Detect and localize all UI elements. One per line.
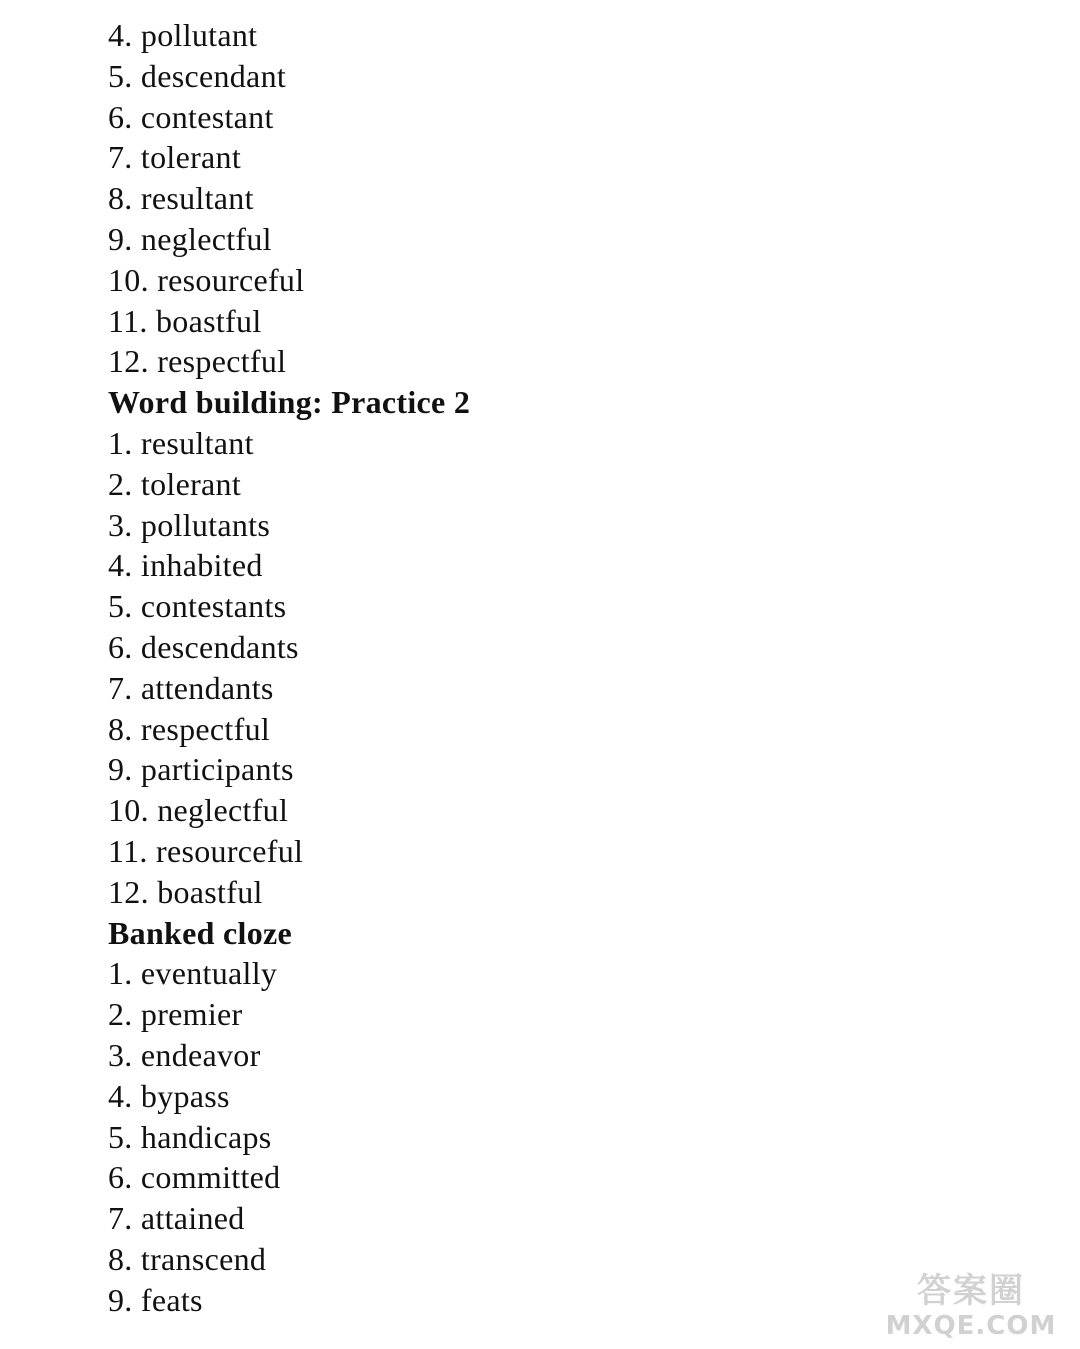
list-item: 1. resultant [108,424,254,461]
list-item: 11. boastful [108,302,262,339]
watermark-title: 答案圈 [917,1271,1025,1311]
list-item: 4. bypass [108,1077,230,1114]
list-item: 6. descendants [108,628,299,665]
list-item: 10. neglectful [108,792,289,829]
list-item: 9. feats [108,1281,203,1318]
list-item: 4. inhabited [108,547,263,584]
answer-document [108,15,470,1321]
list-item: 5. contestants [108,588,287,625]
list-item: 4. pollutant [108,17,258,53]
list-item: 7. tolerant [108,139,242,176]
list-item: 2. tolerant [108,465,242,502]
list-item: 2. premier [108,996,243,1033]
list-item: 11. resourceful [108,832,304,869]
list-item: 10. resourceful [108,261,305,298]
list-item: 5. descendant [108,57,287,94]
list-item: 7. attained [108,1200,245,1237]
list-item: 9. neglectful [108,220,272,257]
section-heading-banked-cloze: Banked cloze [108,914,293,951]
watermark-url: MXQE.COM [885,1311,1057,1341]
list-item: 8. transcend [108,1240,267,1277]
list-item: 9. participants [108,751,294,788]
list-item: 8. resultant [108,180,254,217]
list-item: 6. committed [108,1159,281,1196]
list-item: 3. endeavor [108,1036,261,1073]
list-item: 7. attendants [108,669,274,706]
section-heading-word-building: Word building: Practice 2 [108,384,471,421]
list-item: 12. boastful [108,873,263,910]
list-item: 12. respectful [108,343,287,380]
list-item: 1. eventually [108,955,278,992]
watermark-logo [876,1271,1066,1341]
list-item: 6. contestant [108,98,274,135]
list-item: 5. handicaps [108,1118,272,1155]
list-item: 8. respectful [108,710,271,747]
list-item: 3. pollutants [108,506,271,543]
